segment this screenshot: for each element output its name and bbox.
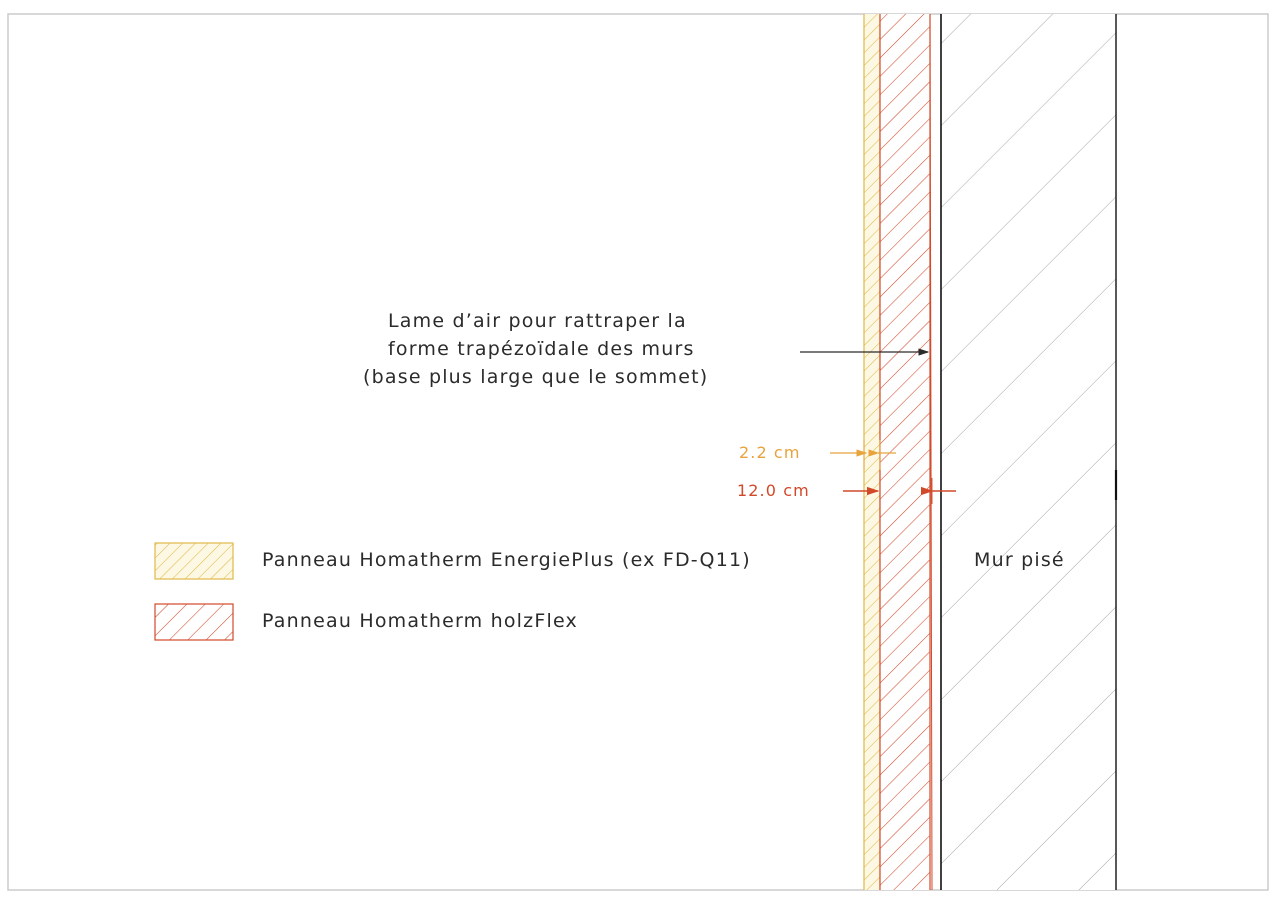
- air-gap-annotation-line-3: (base plus large que le sommet): [363, 366, 709, 388]
- dimension-12-0-cm-label: 12.0 cm: [737, 481, 810, 500]
- legend-item-holzflex-label: Panneau Homatherm holzFlex: [262, 610, 578, 632]
- legend-swatch-energieplus: [155, 543, 233, 579]
- legend-swatch-holzflex: [155, 604, 233, 640]
- mur-pise-layer: [941, 14, 1116, 890]
- wall-label-mur-pise: Mur pisé: [974, 549, 1065, 571]
- panneau-holzflex-layer: [880, 14, 930, 890]
- panneau-energieplus-layer: [864, 14, 880, 890]
- dimension-2-2-cm-label: 2.2 cm: [739, 443, 801, 462]
- legend-item-energieplus-label: Panneau Homatherm EnergiePlus (ex FD-Q11): [262, 549, 751, 571]
- air-gap-annotation-line-2: forme trapézoïdale des murs: [388, 338, 695, 360]
- air-gap-annotation-line-1: Lame d’air pour rattraper la: [388, 310, 687, 332]
